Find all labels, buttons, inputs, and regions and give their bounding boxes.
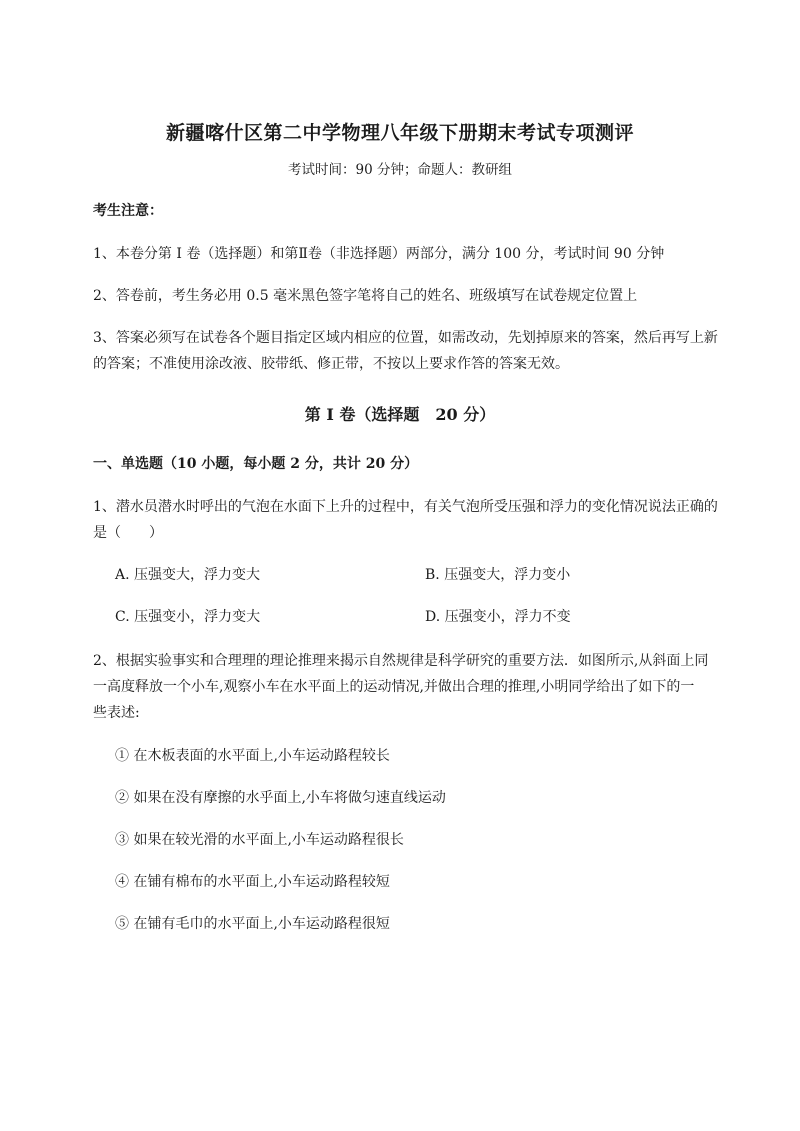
section-title: 第 I 卷（选择题 20 分） bbox=[304, 405, 496, 424]
question-1-option-c: C. 压强变小，浮力变大 bbox=[115, 609, 261, 625]
notice-item-3-line-1: 3、答案必须写在试卷各个题目指定区域内相应的位置，如需改动，先划掉原来的答案，然后再写上新 bbox=[93, 330, 718, 346]
part-heading: 一、单选题（10 小题，每小题 2 分，共计 20 分） bbox=[93, 456, 419, 472]
question-1-option-d: D. 压强变小，浮力不变 bbox=[425, 609, 571, 625]
notice-item-1: 1、本卷分第 I 卷（选择题）和第Ⅱ卷（非选择题）两部分，满分 100 分，考试时间 90 分钟 bbox=[93, 246, 665, 262]
question-2-statement-2: ② 如果在没有摩擦的水乎面上,小车将做匀速直线运动 bbox=[115, 790, 446, 806]
exam-info: 考试时间：90 分钟；命题人：教研组 bbox=[288, 162, 512, 178]
question-2-line-3: 些表述: bbox=[93, 705, 140, 721]
question-1-option-b: B. 压强变大，浮力变小 bbox=[425, 567, 571, 583]
question-1-line-1: 1、潜水员潜水时呼出的气泡在水面下上升的过程中，有关气泡所受压强和浮力的变化情况说法正确的 bbox=[93, 499, 718, 515]
question-1-line-2: 是（ ） bbox=[93, 525, 163, 541]
notice-item-3-line-2: 的答案；不准使用涂改液、胶带纸、修正带，不按以上要求作答的答案无效。 bbox=[93, 356, 569, 372]
question-2-line-2: 一高度释放一个小车,观察小车在水平面上的运动情况,并做出合理的推理,小明同学给出了如下的一 bbox=[93, 679, 695, 695]
notice-heading: 考生注意： bbox=[93, 203, 163, 219]
question-2-statement-1: ① 在木板表面的水平面上,小车运动路程较长 bbox=[115, 748, 390, 764]
question-2-line-1: 2、根据实验事实和合理理的理论推理来揭示自然规律是科学研究的重要方法．如图所示,从斜面上同 bbox=[93, 653, 709, 669]
question-2-statement-4: ④ 在铺有棉布的水平面上,小车运动路程较短 bbox=[115, 874, 390, 890]
question-2-statement-5: ⑤ 在铺有毛巾的水平面上,小车运动路程很短 bbox=[115, 916, 390, 932]
question-1-option-a: A. 压强变大，浮力变大 bbox=[115, 567, 261, 583]
question-2-statement-3: ③ 如果在较光滑的水平面上,小车运动路程很长 bbox=[115, 832, 404, 848]
page-title: 新疆喀什区第二中学物理八年级下册期末考试专项测评 bbox=[165, 122, 634, 144]
notice-item-2: 2、答卷前，考生务必用 0.5 毫米黑色签字笔将自己的姓名、班级填写在试卷规定位置上 bbox=[93, 288, 638, 304]
